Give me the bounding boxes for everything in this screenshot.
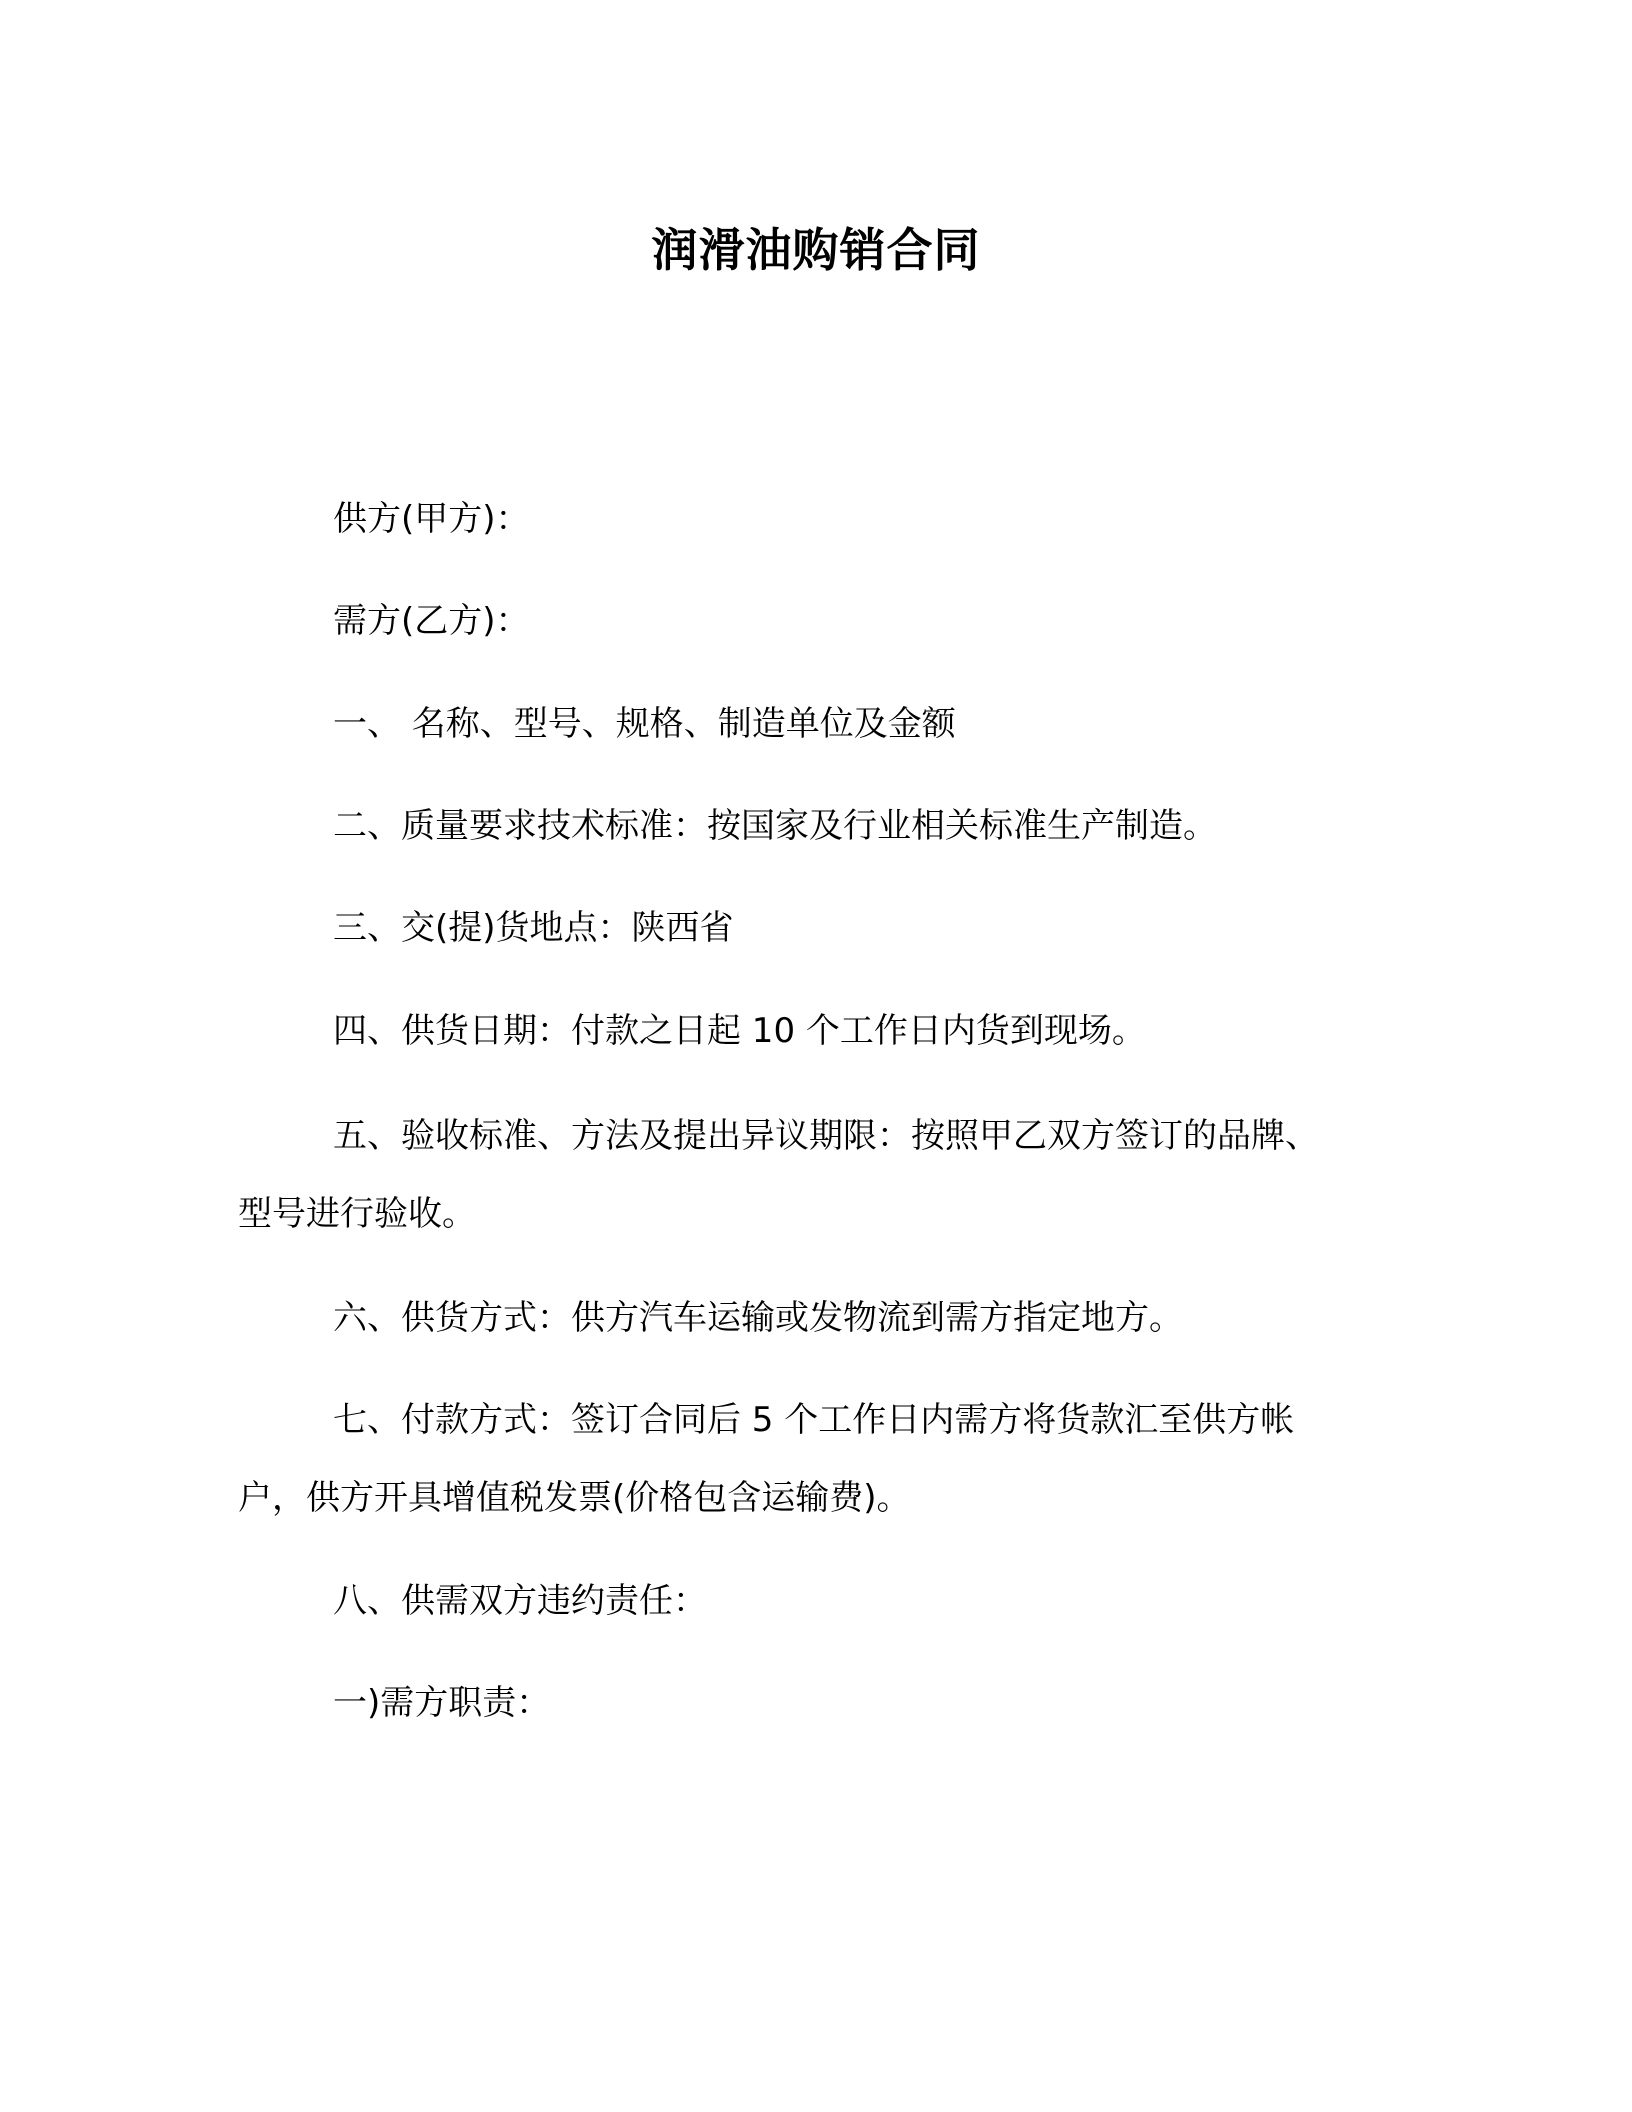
clause-1: 一、 名称、型号、规格、制造单位及金额 — [333, 704, 956, 744]
clause-8-subsection-1: 一)需方职责： — [333, 1683, 551, 1723]
clause-7-line-1: 七、付款方式：签订合同后 5 个工作日内需方将货款汇至供方帐 — [333, 1400, 1295, 1440]
clause-6: 六、供货方式：供方汽车运输或发物流到需方指定地方。 — [333, 1298, 1183, 1338]
clause-5-line-2: 型号进行验收。 — [238, 1194, 476, 1234]
supplier-line: 供方(甲方)： — [333, 499, 530, 539]
buyer-line: 需方(乙方)： — [333, 601, 530, 641]
clause-5-line-1: 五、验收标准、方法及提出异议期限：按照甲乙双方签订的品牌、 — [333, 1116, 1319, 1156]
clause-3: 三、交(提)货地点：陕西省 — [333, 908, 734, 948]
clause-8: 八、供需双方违约责任： — [333, 1581, 707, 1621]
clause-7-line-2: 户，供方开具增值税发票(价格包含运输费)。 — [238, 1478, 911, 1518]
document-title: 润滑油购销合同 — [651, 223, 981, 277]
clause-4: 四、供货日期：付款之日起 10 个工作日内货到现场。 — [333, 1011, 1146, 1051]
clause-2: 二、质量要求技术标准：按国家及行业相关标准生产制造。 — [333, 806, 1217, 846]
